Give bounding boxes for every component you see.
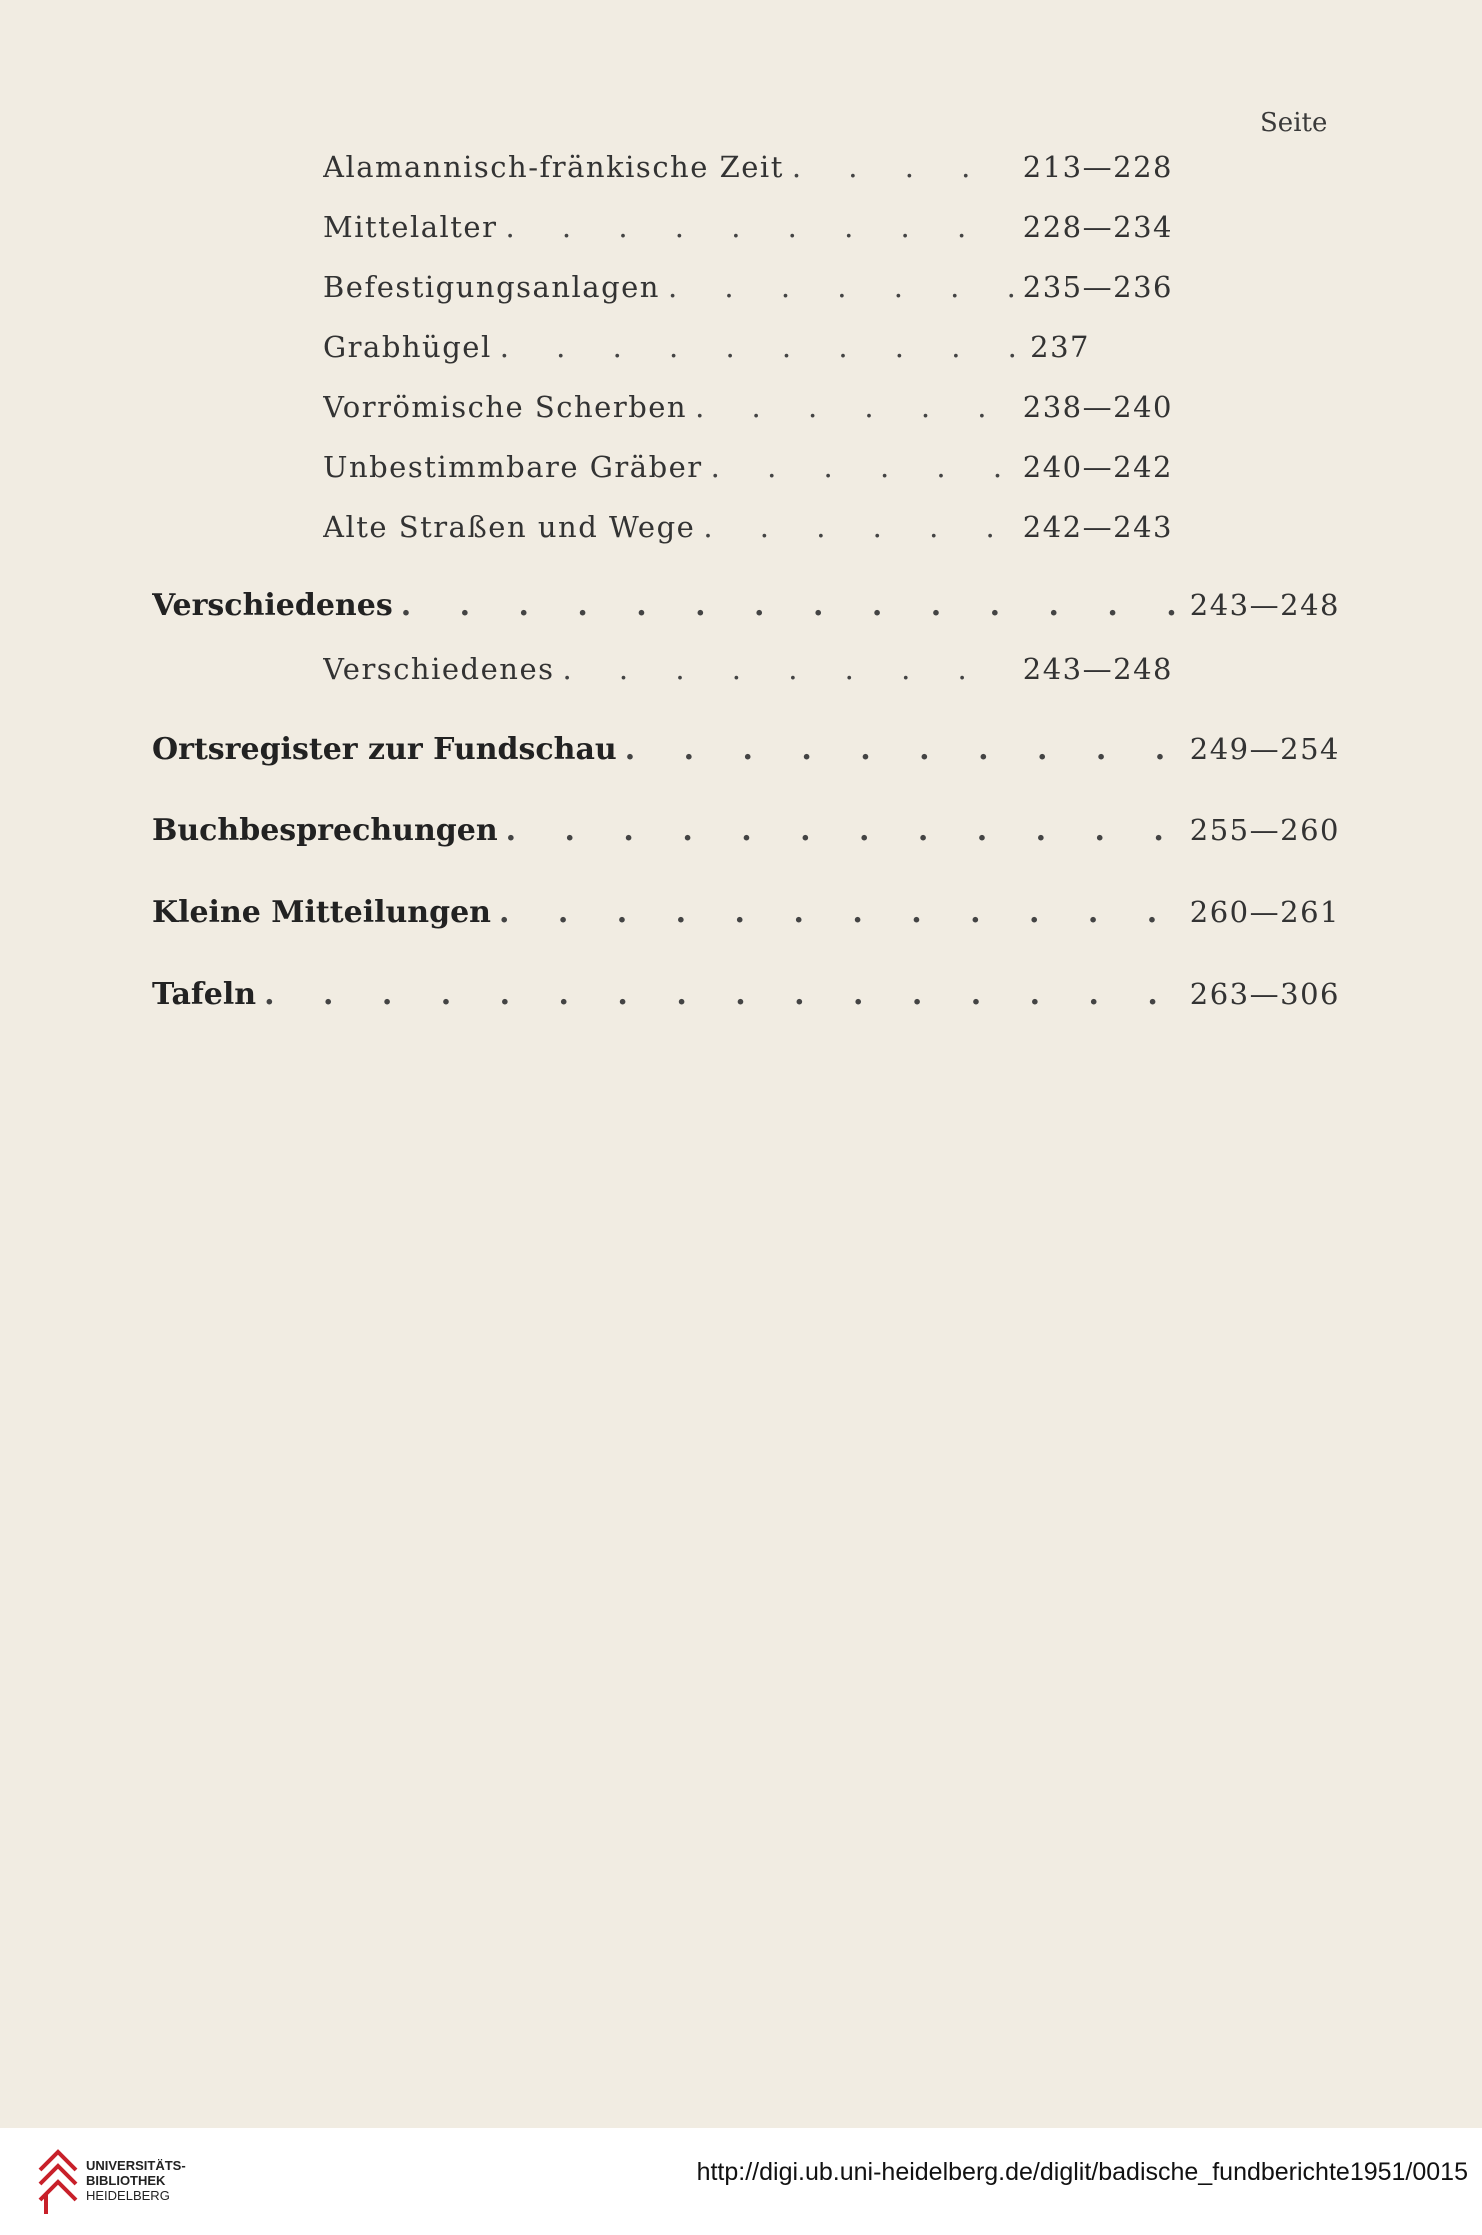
toc-section-ortsregister xyxy=(152,732,1340,767)
toc-entry-pages: 237 xyxy=(1030,330,1090,364)
dot-leader xyxy=(711,450,1015,484)
dot-leader xyxy=(499,895,1182,930)
dot-leader xyxy=(401,588,1182,623)
dot-leader xyxy=(264,977,1182,1012)
toc-section-label: Buchbesprechungen xyxy=(152,813,498,848)
seite-header: Seite xyxy=(1260,108,1328,138)
toc-entry-pages: 242—243 xyxy=(1022,510,1173,544)
toc-entry-pages: 238—240 xyxy=(1022,390,1173,424)
logo-line-2: BIBLIOTHEK xyxy=(86,2173,166,2188)
toc-section-label: Verschiedenes xyxy=(152,588,393,623)
library-logo-text xyxy=(86,2158,186,2203)
toc-entry-label: Verschiedenes xyxy=(323,652,555,686)
dot-leader xyxy=(500,330,1022,364)
toc-entry-mittelalter xyxy=(323,210,1173,244)
footer-bar xyxy=(0,2128,1482,2235)
dot-leader xyxy=(695,390,1015,424)
toc-section-label: Kleine Mitteilungen xyxy=(152,895,491,930)
toc-section-tafeln xyxy=(152,977,1340,1012)
toc-section-verschiedenes xyxy=(152,588,1340,623)
toc-section-kleine-mitteilungen xyxy=(152,895,1340,930)
dot-leader xyxy=(505,210,1014,244)
logo-line-1: UNIVERSITÄTS- xyxy=(86,2158,186,2173)
dot-leader xyxy=(668,270,1015,304)
dot-leader xyxy=(563,652,1015,686)
library-logo-icon[interactable] xyxy=(36,2144,80,2216)
toc-entry-label: Mittelalter xyxy=(323,210,498,244)
toc-entry-label: Unbestimmbare Gräber xyxy=(323,450,703,484)
toc-section-label: Ortsregister zur Fundschau xyxy=(152,732,617,767)
toc-section-pages: 243—248 xyxy=(1189,588,1340,622)
toc-entry-pages: 213—228 xyxy=(1022,150,1173,184)
toc-section-pages: 249—254 xyxy=(1189,732,1340,766)
toc-section-pages: 263—306 xyxy=(1189,977,1340,1011)
toc-entry-befestigungsanlagen xyxy=(323,270,1173,304)
toc-entry-grabhuegel xyxy=(323,330,1090,364)
dot-leader xyxy=(792,150,1015,184)
dot-leader xyxy=(625,732,1182,767)
logo-line-3: HEIDELBERG xyxy=(86,2188,170,2203)
toc-entry-pages: 235—236 xyxy=(1022,270,1173,304)
toc-entry-pages: 240—242 xyxy=(1022,450,1173,484)
toc-entry-label: Befestigungsanlagen xyxy=(323,270,660,304)
toc-section-pages: 260—261 xyxy=(1189,895,1340,929)
toc-entry-pages: 243—248 xyxy=(1022,652,1173,686)
toc-section-buchbesprechungen xyxy=(152,813,1340,848)
toc-entry-label: Alamannisch-fränkische Zeit xyxy=(323,150,784,184)
toc-section-label: Tafeln xyxy=(152,977,257,1012)
toc-entry-vorroemische-scherben xyxy=(323,390,1173,424)
toc-entry-label: Alte Straßen und Wege xyxy=(323,510,696,544)
toc-entry-label: Grabhügel xyxy=(323,330,492,364)
toc-section-pages: 255—260 xyxy=(1189,813,1340,847)
toc-entry-unbestimmbare-graeber xyxy=(323,450,1173,484)
dot-leader xyxy=(506,813,1182,848)
toc-entry-verschiedenes-sub xyxy=(323,652,1173,686)
dot-leader xyxy=(703,510,1014,544)
toc-entry-pages: 228—234 xyxy=(1022,210,1173,244)
source-url-link[interactable]: http://digi.ub.uni-heidelberg.de/diglit/badische_fundberichte1951/0015 xyxy=(696,2158,1468,2186)
toc-entry-alte-strassen xyxy=(323,510,1173,544)
toc-entry-label: Vorrömische Scherben xyxy=(323,390,688,424)
toc-entry-alamannisch xyxy=(323,150,1173,184)
